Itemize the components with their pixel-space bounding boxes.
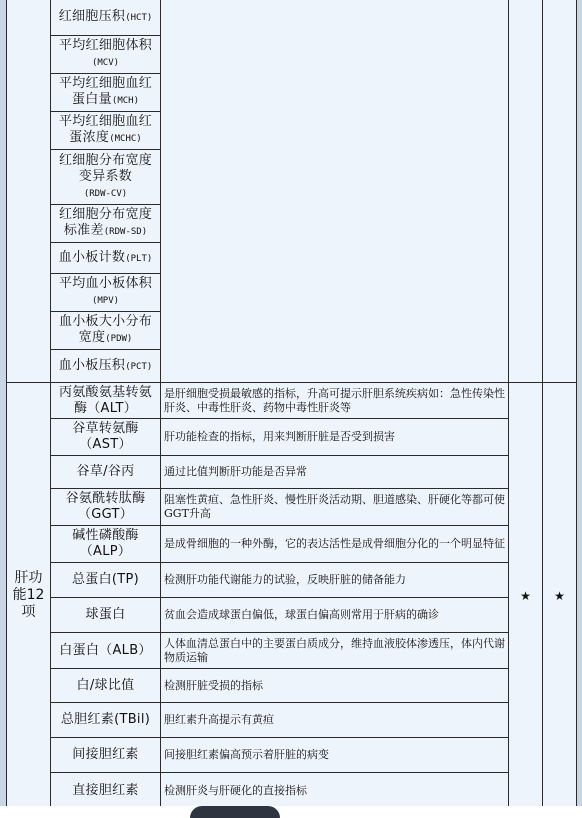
category-cell: 肝功能12项	[7, 383, 51, 809]
item-cell: 白蛋白（ALB）	[51, 633, 161, 669]
desc-cell: 是成骨细胞的一种外酶，它的表达活性是成骨细胞分化的一个明显特征	[161, 526, 509, 563]
checkup-table	[6, 0, 577, 809]
item-cell: 球蛋白	[51, 598, 161, 633]
item-name: 平均血小板体积	[58, 276, 153, 291]
mark-cell-empty	[543, 0, 577, 383]
desc-cell: 贫血会造成球蛋白偏低，球蛋白偏高则常用于肝病的确诊	[161, 598, 509, 633]
desc-cell: 间接胆红素偏高预示着肝脏的病变	[161, 738, 509, 773]
mark-cell-empty	[509, 0, 543, 383]
table-row	[7, 633, 577, 669]
item-cell	[51, 312, 161, 350]
item-name: 平均红细胞血红蛋浓度	[58, 114, 153, 145]
item-abbr: (MPV)	[91, 296, 120, 306]
bottom-strip	[0, 806, 582, 818]
table-row	[7, 738, 577, 773]
item-name: 血小板压积	[58, 357, 126, 373]
item-cell: 谷草转氨酶（AST）	[51, 419, 161, 456]
table-row	[7, 489, 577, 526]
item-abbr: (RDW-SD)	[103, 227, 148, 237]
item-abbr: (PCT)	[125, 361, 153, 372]
item-cell	[51, 112, 161, 150]
category-cell-empty	[7, 0, 51, 383]
item-name: 血小板计数	[58, 249, 126, 265]
item-cell: 直接胆红素	[51, 773, 161, 809]
desc-cell: 胆红素升高提示有黄疸	[161, 703, 509, 738]
item-cell: 丙氨酸氨基转氨酶（ALT）	[51, 383, 161, 419]
star-mark: ★	[543, 383, 577, 809]
item-cell: 总胆红素(TBil)	[51, 703, 161, 738]
item-cell: 碱性磷酸酶（ALP）	[51, 526, 161, 563]
table-row	[7, 563, 577, 598]
item-name: 红细胞分布宽度变异系数	[58, 152, 153, 184]
table-row	[7, 456, 577, 489]
item-name: 平均红细胞体积	[58, 38, 153, 53]
star-mark: ★	[509, 383, 543, 809]
table-row	[7, 773, 577, 809]
table-row	[7, 598, 577, 633]
item-name: 红细胞压积	[58, 8, 126, 24]
item-name: 平均红细胞血红蛋白量	[58, 76, 153, 107]
desc-cell-empty	[161, 0, 509, 383]
item-abbr: (MCHC)	[109, 134, 142, 144]
dark-shape	[190, 806, 280, 818]
desc-cell: 通过比值判断肝功能是否异常	[161, 456, 509, 489]
item-cell: 间接胆红素	[51, 738, 161, 773]
item-abbr: (MCH)	[111, 96, 139, 106]
desc-cell: 阻塞性黄疸、急性肝炎、慢性肝炎活动期、胆道感染、肝硬化等都可使GGT升高	[161, 489, 509, 526]
item-cell	[51, 205, 161, 243]
table-row	[7, 419, 577, 456]
desc-cell: 人体血清总蛋白中的主要蛋白质成分，维持血液胶体渗透压，体内代谢物质运输	[161, 633, 509, 669]
item-cell	[51, 350, 161, 383]
item-abbr: (PLT)	[125, 253, 153, 264]
item-name: 红细胞分布宽度标准差	[58, 207, 153, 238]
desc-cell: 检测肝脏受损的指标	[161, 669, 509, 703]
table-row	[7, 383, 577, 419]
table-row	[7, 0, 577, 36]
item-abbr: (HCT)	[125, 12, 153, 23]
desc-cell: 是肝细胞受损最敏感的指标，升高可提示肝胆系统疾病如：急性传染性肝炎、中毒性肝炎、药物中毒性肝炎等	[161, 383, 509, 419]
item-cell: 白/球比值	[51, 669, 161, 703]
table-row	[7, 703, 577, 738]
table-row	[7, 526, 577, 563]
item-cell	[51, 36, 161, 74]
item-cell	[51, 150, 161, 205]
item-cell: 谷氨酰转肽酶（GGT）	[51, 489, 161, 526]
item-cell	[51, 274, 161, 312]
item-cell	[51, 243, 161, 274]
table-row	[7, 669, 577, 703]
item-name: 血小板大小分布宽度	[58, 314, 153, 345]
item-abbr: (PDW)	[105, 334, 133, 344]
item-cell	[51, 74, 161, 112]
desc-cell: 检测肝炎与肝硬化的直接指标	[161, 773, 509, 809]
item-cell: 总蛋白(TP)	[51, 563, 161, 598]
item-abbr: (RDW-CV)	[83, 188, 128, 199]
item-cell	[51, 0, 161, 36]
desc-cell: 肝功能检查的指标，用来判断肝脏是否受到损害	[161, 419, 509, 456]
desc-cell: 检测肝功能代谢能力的试验，反映肝脏的储备能力	[161, 563, 509, 598]
item-cell: 谷草/谷丙	[51, 456, 161, 489]
item-abbr: (MCV)	[91, 58, 120, 68]
